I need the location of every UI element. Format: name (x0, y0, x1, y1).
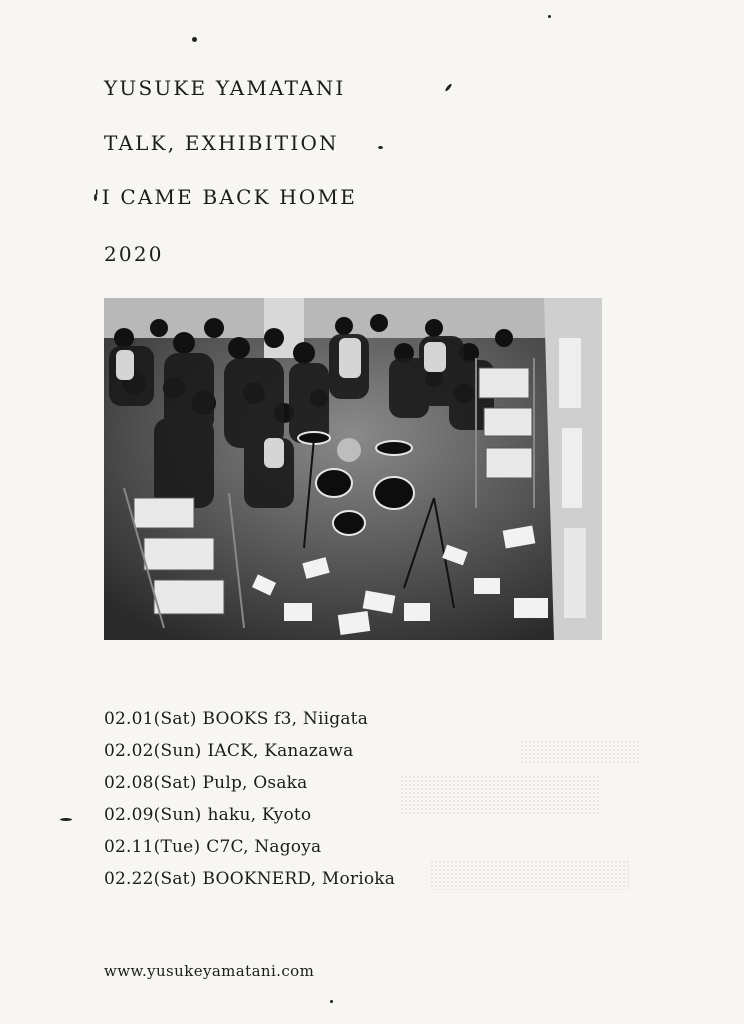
speck-mark (548, 15, 551, 18)
event-date: 02.09(Sun) (104, 805, 202, 825)
event-item (104, 863, 395, 895)
event-venue: Pulp, Osaka (202, 773, 308, 793)
speck-mark (192, 37, 197, 42)
event-venue: IACK, Kanazawa (207, 741, 354, 761)
event-date: 02.01(Sat) (104, 709, 197, 729)
event-venue: BOOKS f3, Niigata (202, 709, 369, 729)
scan-noise (520, 740, 640, 765)
event-venue: C7C, Nagoya (206, 837, 322, 857)
speck-mark (378, 146, 383, 149)
event-item (104, 831, 395, 863)
event-item (104, 767, 395, 799)
event-item (104, 703, 395, 735)
title-exhibition-name: 'I CAME BACK HOME (94, 185, 357, 209)
event-venue: BOOKNERD, Morioka (202, 869, 396, 889)
event-date: 02.22(Sat) (104, 869, 197, 889)
event-schedule-list (104, 703, 395, 895)
event-item (104, 735, 395, 767)
website-url: www.yusukeyamatani.com (104, 962, 315, 980)
event-date: 02.02(Sun) (104, 741, 202, 761)
event-photo (104, 298, 602, 640)
event-venue: haku, Kyoto (207, 805, 312, 825)
speck-mark (444, 83, 452, 92)
title-artist-name: YUSUKE YAMATANI (104, 76, 346, 100)
speck-mark (60, 818, 72, 821)
event-date: 02.11(Tue) (104, 837, 201, 857)
scan-noise (430, 860, 630, 890)
title-event-type: TALK, EXHIBITION (104, 131, 339, 155)
event-item (104, 799, 395, 831)
speck-mark (330, 1000, 333, 1003)
scan-noise (400, 775, 600, 815)
title-year: 2020 (104, 242, 164, 266)
event-date: 02.08(Sat) (104, 773, 197, 793)
